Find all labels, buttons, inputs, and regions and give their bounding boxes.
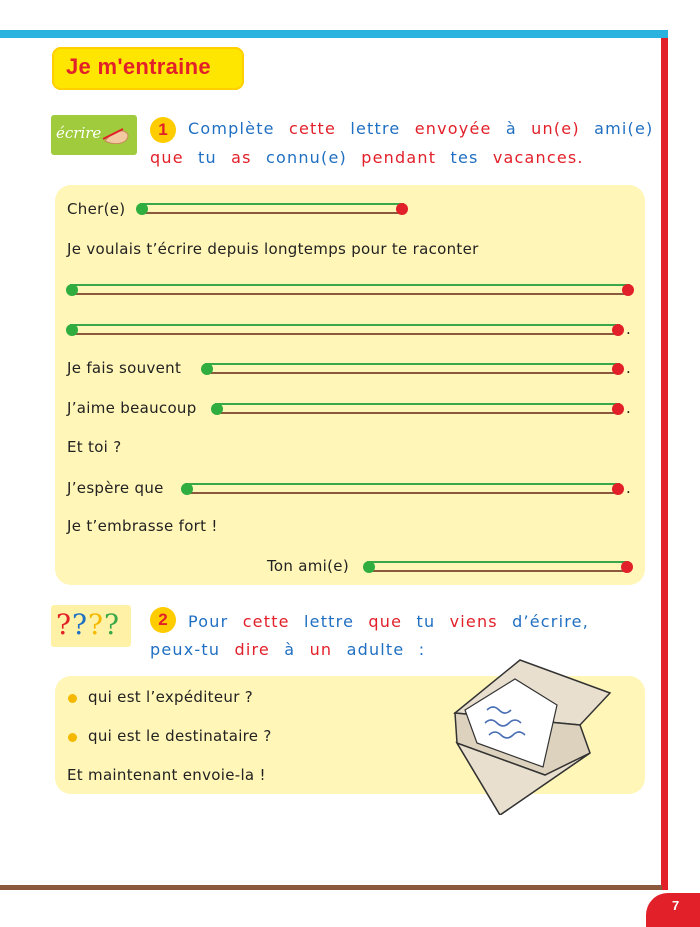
instr-word: Complète [188, 119, 275, 138]
right-border [661, 38, 668, 890]
bullet-icon [68, 694, 77, 703]
signature-writing-line[interactable] [367, 561, 629, 573]
instr-word: viens [449, 612, 498, 631]
instr-word: vacances. [492, 148, 584, 167]
exercise-2-instruction-line2 [150, 640, 425, 659]
instr-word: lettre [350, 119, 401, 138]
exercise-1-number: 1 [150, 117, 176, 143]
instr-word: as [231, 148, 252, 167]
instr-word: un [309, 640, 333, 659]
exercise-1-instruction-line2 [150, 148, 584, 167]
instr-word: tu [198, 148, 217, 167]
espere-label: J’espère que [67, 479, 164, 497]
top-border [0, 30, 668, 38]
bullet-icon [68, 733, 77, 742]
raconter-writing-line-2[interactable] [70, 324, 620, 336]
question-destinataire: qui est le destinataire ? [88, 727, 272, 745]
closing-text: Et maintenant envoie-la ! [67, 766, 266, 784]
instr-word: lettre [304, 612, 355, 631]
bottom-border [0, 885, 662, 890]
instr-word: à [505, 119, 517, 138]
instr-word: que [150, 148, 184, 167]
ecrire-label: écrire [56, 124, 102, 142]
souvent-label: Je fais souvent [67, 359, 182, 377]
period: . [626, 479, 631, 497]
instr-word: à [284, 640, 296, 659]
instr-word: tu [416, 612, 436, 631]
toi-text: Et toi ? [67, 438, 122, 456]
page-number: 7 [672, 898, 680, 913]
instr-word: ami(e) [594, 119, 654, 138]
intro-text: Je voulais t’écrire depuis longtemps pour te raconter [67, 240, 479, 258]
embrasse-text: Je t’embrasse fort ! [67, 517, 218, 535]
instr-word: un(e) [531, 119, 580, 138]
aime-label: J’aime beaucoup [67, 399, 197, 417]
period: . [626, 320, 631, 338]
aime-writing-line[interactable] [215, 403, 620, 415]
instr-word: pendant [361, 148, 437, 167]
exercise-2-instruction-line1 [188, 612, 589, 631]
instr-word: connu(e) [266, 148, 347, 167]
instr-word: envoyée [414, 119, 492, 138]
greeting-writing-line[interactable] [140, 203, 404, 215]
ecrire-badge [51, 115, 137, 155]
writing-hand-icon [101, 119, 131, 149]
exercise-1-instruction-line1 [188, 119, 653, 138]
instr-word: peux-tu [150, 640, 221, 659]
souvent-writing-line[interactable] [205, 363, 620, 375]
question-marks: ???? [56, 608, 121, 641]
instr-word: cette [289, 119, 337, 138]
espere-writing-line[interactable] [185, 483, 620, 495]
raconter-writing-line-1[interactable] [70, 284, 630, 296]
instr-word: tes [450, 148, 479, 167]
instr-word: Pour [188, 612, 229, 631]
page-title: Je m'entraine [66, 54, 211, 79]
instr-word: cette [242, 612, 290, 631]
instr-word: dire [234, 640, 270, 659]
instr-word: que [368, 612, 403, 631]
instr-word: adulte : [346, 640, 426, 659]
question-expediteur: qui est l’expéditeur ? [88, 688, 253, 706]
greeting-label: Cher(e) [67, 200, 126, 218]
signature-label: Ton ami(e) [267, 557, 349, 575]
envelope-icon [445, 655, 615, 815]
period: . [626, 399, 631, 417]
instr-word: d’écrire, [512, 612, 589, 631]
questions-badge [51, 605, 131, 647]
exercise-2-number: 2 [150, 607, 176, 633]
period: . [626, 359, 631, 377]
